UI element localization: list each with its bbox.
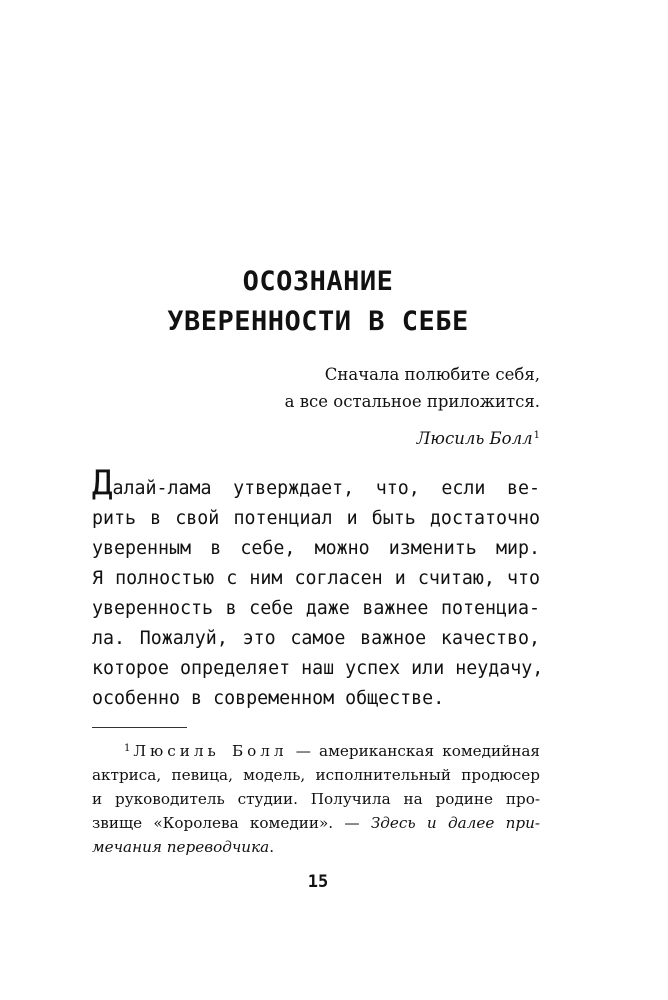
footnote-name: Люсиль Болл: [133, 742, 288, 760]
body-line-5: уверенность в себе даже важнее потенциа-: [92, 598, 540, 619]
chapter-title-line-2: УВЕРЕННОСТИ В СЕБЕ: [167, 306, 469, 337]
page-number: 15: [307, 872, 329, 892]
body-line-2: рить в свой потенциал и быть достаточно: [92, 508, 540, 529]
footnote-line-5-end: .: [269, 838, 275, 856]
epigraph-line-1: Сначала полюбите себя,: [324, 365, 540, 384]
footnote-line-4-italic: Здесь и далее при-: [370, 814, 541, 832]
epigraph-author-name: Люсиль Болл: [416, 429, 533, 448]
body-line-7: которое определяет наш успех или неудачу,: [92, 658, 544, 679]
footnote-line-1-rest: — американская комедийная: [287, 742, 541, 760]
body-line-1-text: алай-лама утверждает, что, если ве-: [112, 478, 540, 499]
footnote-line-1: [92, 737, 540, 763]
body-line-1: [92, 463, 540, 504]
footnote-line-2: актриса, певица, модель, исполнительный продюсер: [92, 766, 540, 784]
body-line-3: уверенным в себе, можно изменить мир.: [92, 538, 540, 559]
epigraph-line-2: а все остальное приложится.: [284, 392, 540, 411]
footnote-line-3: и руководитель студии. Получила на родине про-: [92, 790, 540, 808]
footnote: [92, 737, 540, 859]
body-line-4: Я полностью с ним согласен и считаю, что: [92, 568, 540, 589]
footnote-line-5: [92, 835, 540, 859]
chapter-title-line-1: ОСОЗНАНИЕ: [242, 266, 394, 297]
footnote-divider: [92, 727, 187, 728]
epigraph: [180, 361, 540, 452]
drop-cap: Д: [92, 463, 113, 503]
footnote-line-4-plain: звище «Королева комедии». —: [92, 814, 371, 832]
body-line-8: особенно в современном обществе.: [92, 688, 445, 709]
footnote-mark: 1: [124, 743, 131, 754]
chapter-title: [0, 262, 636, 342]
footnote-line-4: [92, 811, 540, 835]
epigraph-author: [180, 422, 540, 452]
footnote-line-5-italic: мечания переводчика: [92, 838, 270, 856]
body-paragraph: [92, 463, 544, 714]
body-line-6: ла. Пожалуй, это самое важное качество,: [92, 628, 540, 649]
footnote-reference[interactable]: 1: [533, 430, 540, 441]
